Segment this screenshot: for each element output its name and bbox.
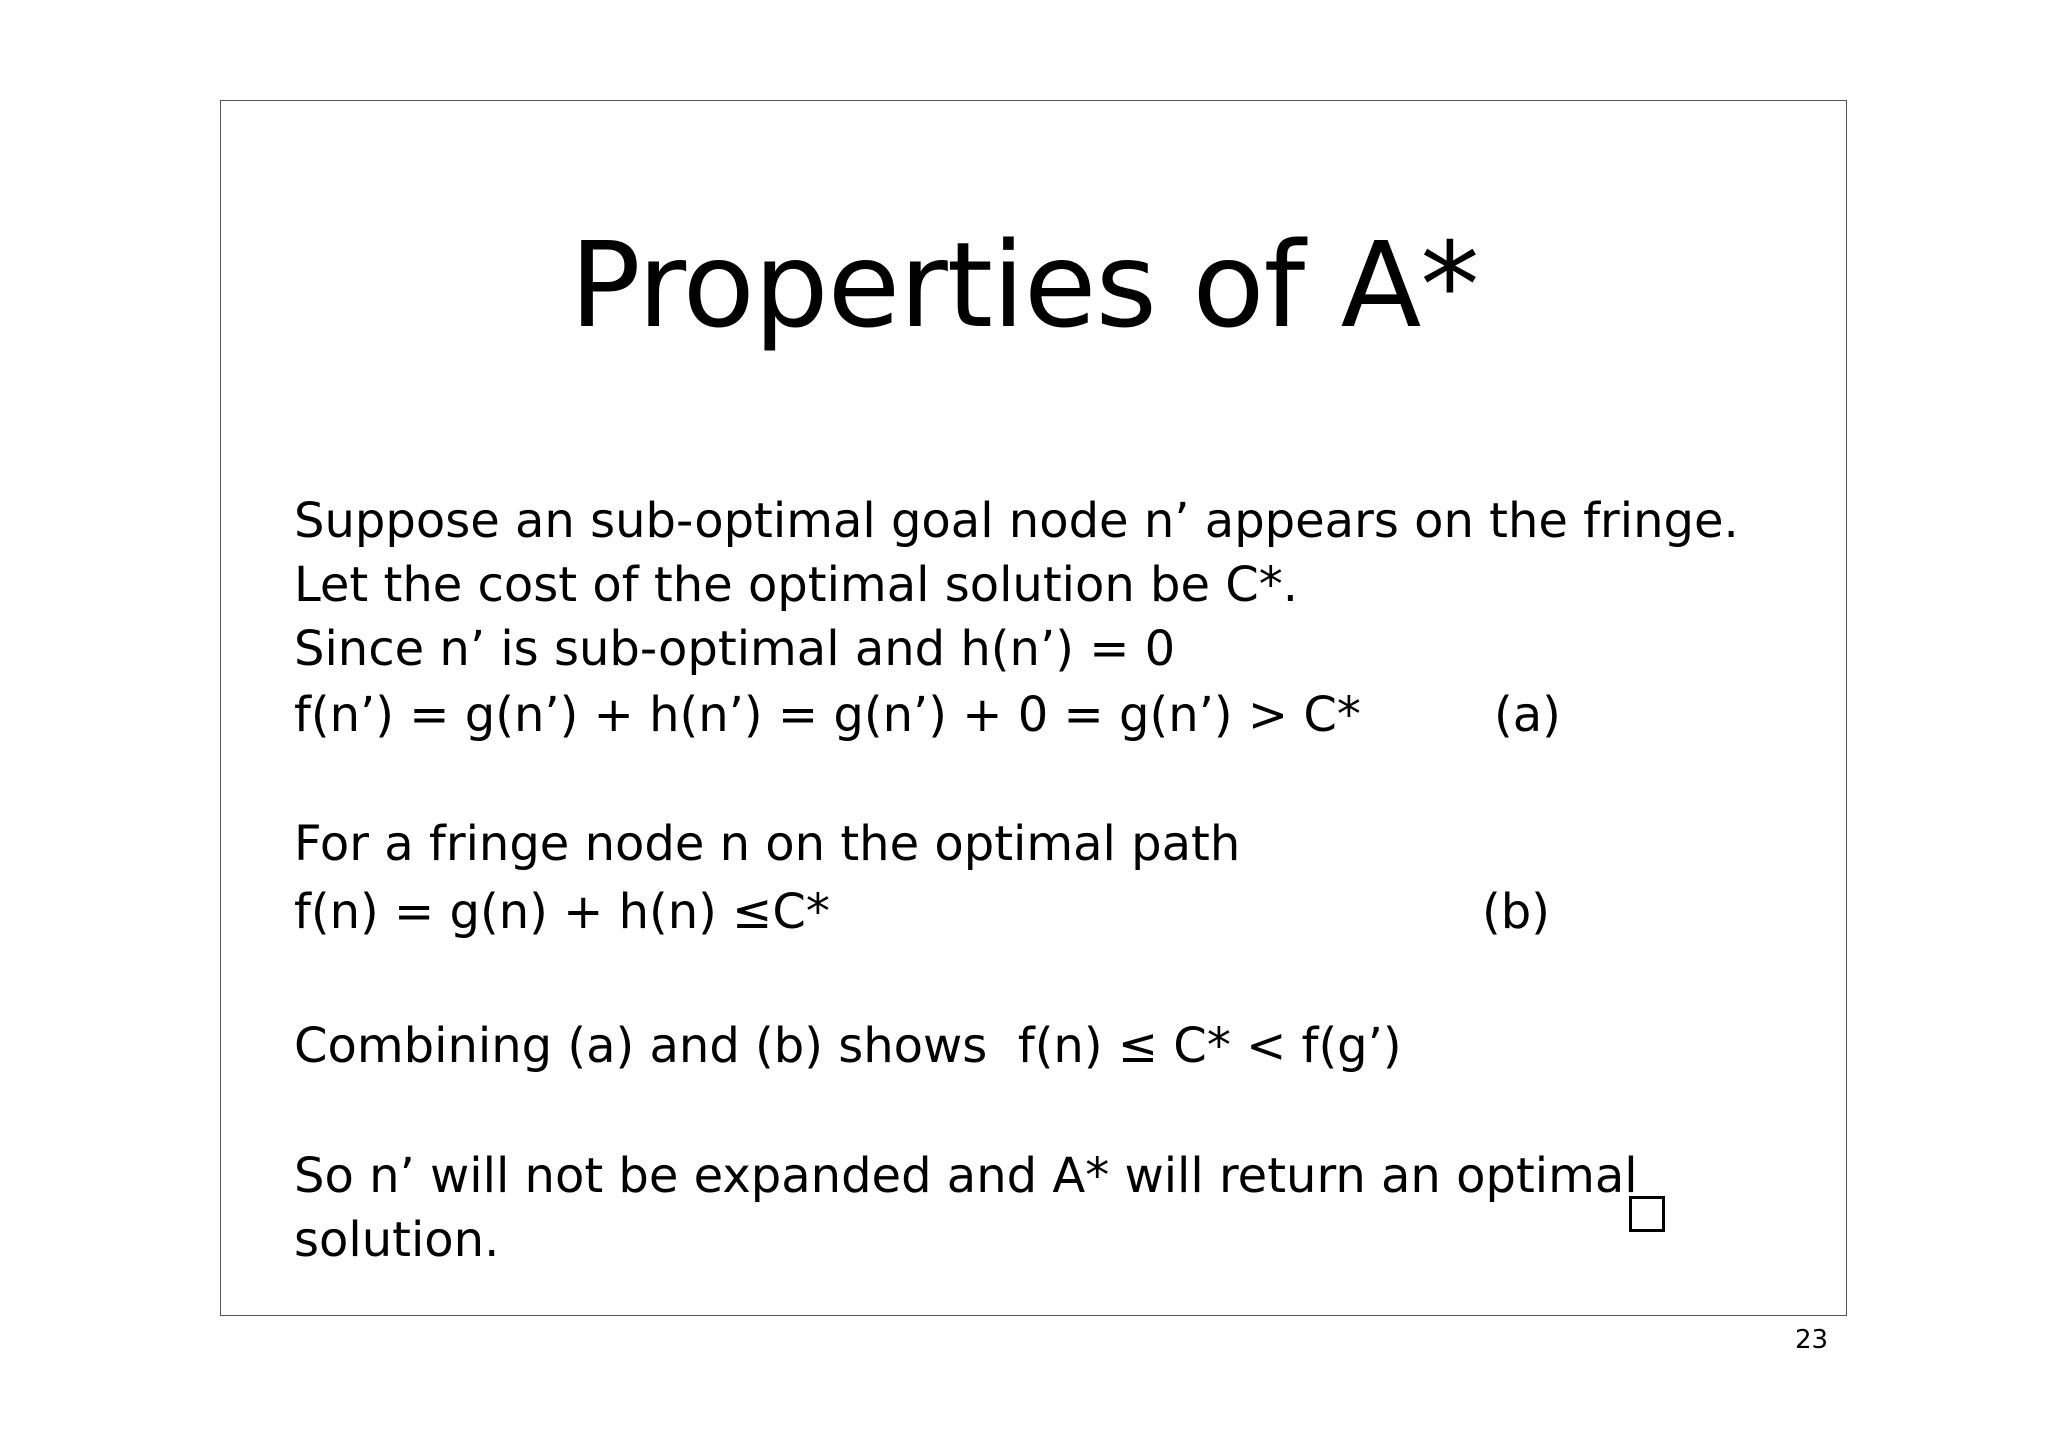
- slide-title: Properties of A*: [569, 216, 1479, 354]
- equation-tag-b: (b): [1482, 884, 1550, 940]
- equation-a: f(n’) = g(n’) + h(n’) = g(n’) + 0 = g(n’) > C*: [294, 687, 1361, 743]
- body-line-cost: Let the cost of the optimal solution be C*.: [294, 557, 1299, 613]
- body-line-suppose: Suppose an sub-optimal goal node n’ appears on the fringe.: [294, 493, 1739, 549]
- body-line-solution: solution.: [294, 1212, 500, 1268]
- qed-box-icon: [1629, 1196, 1665, 1232]
- equation-b: f(n) = g(n) + h(n) ≤C*: [294, 884, 830, 940]
- body-line-since: Since n’ is sub-optimal and h(n’) = 0: [294, 621, 1176, 677]
- body-line-conclusion: So n’ will not be expanded and A* will return an optimal: [294, 1148, 1638, 1204]
- equation-tag-a: (a): [1494, 687, 1561, 743]
- body-line-combining: Combining (a) and (b) shows f(n) ≤ C* < f(g’): [294, 1018, 1402, 1074]
- body-line-fringe-node: For a fringe node n on the optimal path: [294, 816, 1241, 872]
- page-number: 23: [1795, 1325, 1829, 1355]
